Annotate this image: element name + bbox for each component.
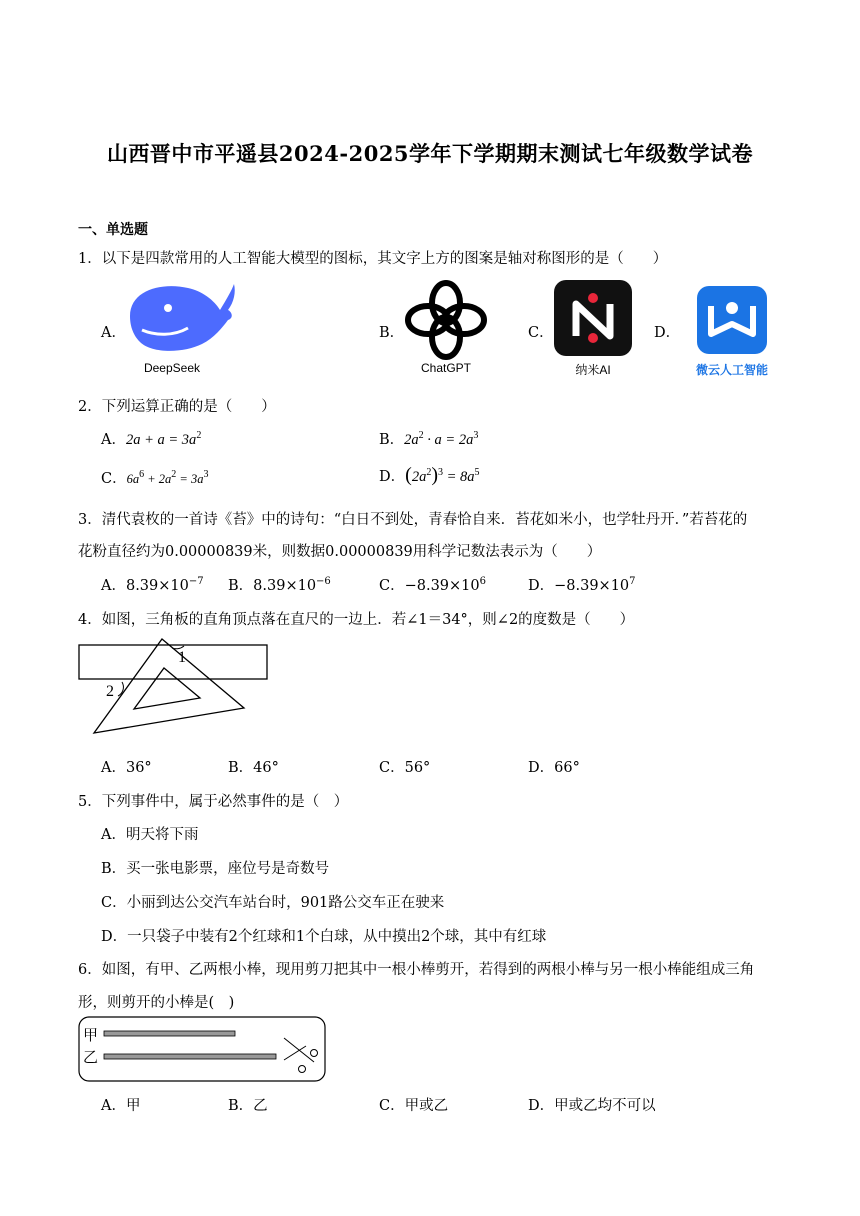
question-4-stem: 4．如图，三角板的直角顶点落在直尺的一边上．若∠1＝34°，则∠2的度数是（ ） xyxy=(78,612,635,628)
q1-option-a-label: A． xyxy=(101,325,126,341)
q6-option-c: C．甲或乙 xyxy=(379,1098,449,1114)
page-title: 山西晋中市平遥县2024-2025学年下学期期末测试七年级数学试卷 xyxy=(106,141,754,166)
nano-n-icon xyxy=(554,280,632,356)
question-2-stem: 2．下列运算正确的是（ ） xyxy=(78,399,276,415)
q5-option-d: D．一只袋子中装有2个红球和1个白球，从中摸出2个球，其中有红球 xyxy=(101,929,547,945)
scissors-icon xyxy=(284,1038,318,1073)
question-3-line-1: 3．清代袁枚的一首诗《苔》中的诗句：“白日不到处，青春恰自来．苔花如米小，也学牡丹开．”若苔花的 xyxy=(78,512,748,528)
q3-option-d xyxy=(528,574,636,595)
q1-option-b-label: B． xyxy=(379,325,405,341)
q4-option-a: A．36° xyxy=(101,760,152,776)
q1-option-d-caption: 微云人工智能 xyxy=(695,363,768,377)
stick-jia-label: 甲 xyxy=(83,1026,99,1044)
question-5-stem: 5．下列事件中，属于必然事件的是（ ） xyxy=(78,794,349,810)
q3-option-d-exp: 7 xyxy=(629,576,636,587)
q1-option-d-label: D． xyxy=(654,325,681,341)
q4-option-d: D．66° xyxy=(528,760,580,776)
q1-option-b-caption: ChatGPT xyxy=(420,361,471,375)
q3-option-b xyxy=(228,574,331,595)
q2-option-c-label: C． xyxy=(101,471,127,487)
whale-icon xyxy=(122,278,238,358)
q3-option-b-text: B．8.39×10 xyxy=(228,578,317,594)
q3-option-c-text: C．−8.39×10 xyxy=(379,578,480,594)
q6-option-a: A．甲 xyxy=(101,1098,141,1114)
section-heading: 一、单选题 xyxy=(78,222,148,238)
q2-option-a: A．$2a + a = 3a^2$ xyxy=(101,430,202,448)
question-6-line-1: 6．如图，有甲、乙两根小棒，现用剪刀把其中一根小棒剪开，若得到的两根小棒与另一根小棒能组成三角 xyxy=(78,962,755,978)
knot-icon xyxy=(404,281,488,361)
angle-1-label: 1 xyxy=(178,649,186,666)
q5-option-b: B．买一张电影票，座位号是奇数号 xyxy=(101,861,330,877)
sticks-figure xyxy=(78,1016,326,1082)
q2-option-c: C．$6a^6 + 2a^2 = 3a^3$ xyxy=(101,469,209,487)
q1-option-a-caption: DeepSeek xyxy=(143,361,201,375)
q3-option-c-exp: 6 xyxy=(479,576,487,587)
q2-option-b-label: B． xyxy=(379,432,405,448)
weiyun-w-icon xyxy=(697,286,767,354)
q2-option-b: B．$2a^2 \cdot a = 2a^3$ xyxy=(379,430,479,448)
q5-option-a: A．明天将下雨 xyxy=(101,827,199,843)
question-1-stem: 1．以下是四款常用的人工智能大模型的图标，其文字上方的图案是轴对称图形的是（ ） xyxy=(78,251,668,267)
angle-2-label: 2 xyxy=(106,683,114,700)
q3-option-d-text: D．−8.39×10 xyxy=(528,578,630,594)
q3-option-a-text: A．8.39×10 xyxy=(101,578,189,594)
q3-option-a xyxy=(101,574,204,595)
question-6-line-2: 形，则剪开的小棒是( ) xyxy=(78,995,235,1011)
q1-option-c-caption: 纳米AI xyxy=(575,363,611,377)
stick-yi-label: 乙 xyxy=(83,1048,99,1066)
q2-option-a-label: A． xyxy=(101,432,126,448)
q4-option-b: B．46° xyxy=(228,760,279,776)
q2-option-d-label: D． xyxy=(379,469,406,485)
q3-option-c xyxy=(379,574,486,595)
q1-option-c-label: C． xyxy=(528,325,554,341)
q4-option-c: C．56° xyxy=(379,760,431,776)
q3-option-a-exp: −7 xyxy=(188,576,204,587)
question-3-line-2: 花粉直径约为0.00000839米，则数据0.00000839用科学记数法表示为（ ） xyxy=(78,544,602,560)
q2-option-d: D．$(2a^2)^3 = 8a^5$ xyxy=(379,464,480,486)
q6-option-d: D．甲或乙均不可以 xyxy=(528,1098,656,1114)
q6-option-b: B．乙 xyxy=(228,1098,268,1114)
ruler-triangle-figure xyxy=(78,638,272,738)
q5-option-c: C．小丽到达公交汽车站台时，901路公交车正在驶来 xyxy=(101,895,445,911)
q3-option-b-exp: −6 xyxy=(316,576,331,587)
